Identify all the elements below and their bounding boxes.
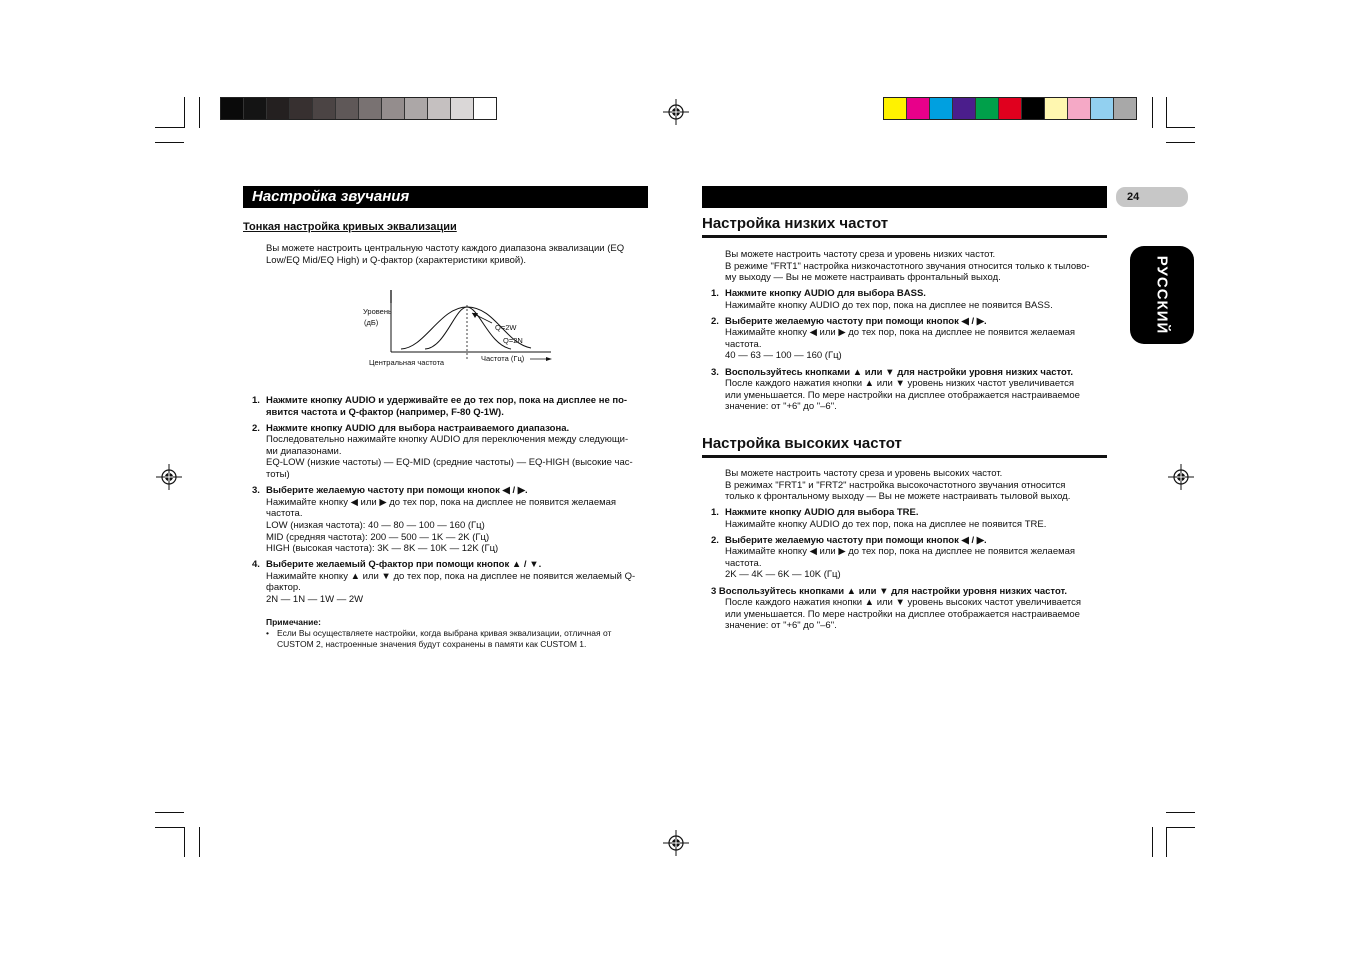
- registration-mark-bottom: [663, 830, 689, 856]
- intro-line: Low/EQ Mid/EQ High) и Q-фактор (характеристики кривой).: [266, 254, 527, 266]
- note-line: CUSTOM 2, настроенные значения будут сохранены в памяти как CUSTOM 1.: [277, 638, 587, 649]
- color-swatch: [336, 98, 359, 119]
- ylabel-level: Уровень: [363, 307, 392, 316]
- step-heading: Нажмите кнопку AUDIO для выбора BASS.: [725, 288, 926, 299]
- step-text: Нажимайте кнопку ◀ или ▶ до тех пор, пока на дисплее не появится желаемая: [725, 327, 1076, 339]
- color-swatch: [313, 98, 336, 119]
- cmyk-color-bar: [883, 97, 1137, 120]
- intro-line: Вы можете настроить частоту среза и уровень низких частот.: [725, 249, 996, 260]
- bass-intro: [725, 249, 1115, 284]
- grayscale-color-bar: [220, 97, 497, 120]
- color-swatch: [1068, 98, 1091, 119]
- step-text: или уменьшается. По мере настройки на дисплее отображается настраиваемое: [725, 608, 1080, 620]
- ylabel-db: (дБ): [364, 318, 379, 327]
- q-narrow-label: Q=2N: [503, 336, 523, 345]
- step-text: После каждого нажатия кнопки ▲ или ▼ уровень высоких частот увеличивается: [725, 597, 1082, 609]
- intro-line: Вы можете настроить центральную частоту каждого диапазона эквализации (EQ: [266, 243, 625, 254]
- step-text: HIGH (высокая частота): 3K — 8K — 10K — 12K (Гц): [266, 543, 499, 555]
- step-heading: явится частота и Q-фактор (например, F-80 Q-1W).: [266, 406, 504, 418]
- step-heading: Выберите желаемую частоту при помощи кнопок ◀ / ▶.: [725, 534, 987, 546]
- color-swatch: [382, 98, 405, 119]
- intro-line: В режимах "FRT1" и "FRT2" настройка высокочастотного звучания относится: [725, 479, 1066, 491]
- registration-mark-top: [663, 99, 689, 125]
- step-heading: Воспользуйтесь кнопками ▲ или ▼ для настройки уровня низких частот.: [725, 366, 1074, 378]
- instruction-step: [252, 485, 651, 555]
- instruction-step: [711, 507, 1115, 530]
- step-number: 1.: [711, 507, 719, 518]
- instruction-step: [252, 559, 651, 605]
- step-heading: Нажмите кнопку AUDIO и удерживайте ее до тех пор, пока на дисплее не по-: [266, 395, 628, 406]
- color-swatch: [244, 98, 267, 119]
- instruction-step: [252, 422, 651, 481]
- left-steps: [252, 395, 651, 610]
- step-text: частота.: [266, 508, 303, 520]
- step-text: MID (средняя частота): 200 — 500 — 1K — 2K (Гц): [266, 531, 490, 543]
- step-text: или уменьшается. По мере настройки на дисплее отображается настраиваемое: [725, 389, 1080, 401]
- subsection-title: Тонкая настройка кривых эквализации: [243, 221, 457, 233]
- intro-line: В режиме "FRT1" настройка низкочастотного звучания относится только к тылово-: [725, 260, 1090, 272]
- color-swatch: [1045, 98, 1068, 119]
- instruction-step: [711, 534, 1115, 581]
- step-text: EQ-LOW (низкие частоты) — EQ-MID (средние частоты) — EQ-HIGH (высокие час-: [266, 457, 633, 469]
- instruction-step: [711, 315, 1115, 362]
- step-heading: 3 Воспользуйтесь кнопками ▲ или ▼ для настройки уровня низких частот.: [711, 585, 1067, 597]
- bass-steps: [711, 288, 1115, 417]
- eq-intro: [266, 243, 651, 266]
- step-text: Последовательно нажимайте кнопку AUDIO для переключения между следующи-: [266, 434, 629, 446]
- step-number: 2.: [711, 315, 719, 327]
- registration-mark-right: [1168, 464, 1194, 490]
- step-text: тоты): [266, 469, 290, 481]
- intro-line: Вы можете настроить частоту среза и уровень высоких частот.: [725, 468, 1003, 479]
- color-swatch: [884, 98, 907, 119]
- instruction-step: [252, 395, 651, 418]
- color-swatch: [474, 98, 496, 119]
- color-swatch: [1022, 98, 1045, 119]
- color-swatch: [451, 98, 474, 119]
- intro-line: только к фронтальному выходу — Вы не можете настраивать тыловой выход.: [725, 491, 1071, 503]
- color-swatch: [999, 98, 1022, 119]
- step-number: 3.: [711, 366, 719, 378]
- step-text: 2K — 4K — 6K — 10K (Гц): [725, 569, 841, 581]
- instruction-step: [711, 366, 1115, 413]
- step-text: Нажимайте кнопку AUDIO до тех пор, пока на дисплее не появится TRE.: [725, 518, 1047, 530]
- q-wide-label: Q=2W: [495, 323, 517, 332]
- note-title: Примечание:: [266, 617, 321, 627]
- step-heading: Нажмите кнопку AUDIO для выбора настраиваемого диапазона.: [266, 422, 570, 434]
- step-text: LOW (низкая частота): 40 — 80 — 100 — 160 (Гц): [266, 519, 485, 531]
- step-text: ми диапазонами.: [266, 445, 342, 457]
- step-number: 2.: [252, 422, 260, 434]
- step-heading: Выберите желаемый Q-фактор при помощи кнопок ▲ / ▼.: [266, 559, 542, 571]
- treble-steps: [711, 507, 1115, 636]
- step-number: 1.: [252, 395, 260, 406]
- step-text: Нажимайте кнопку ◀ или ▶ до тех пор, пока на дисплее не появится желаемая: [725, 546, 1076, 558]
- step-heading: Выберите желаемую частоту при помощи кнопок ◀ / ▶.: [266, 485, 528, 497]
- step-heading: Нажмите кнопку AUDIO для выбора TRE.: [725, 507, 919, 518]
- treble-section-title: Настройка высоких частот: [702, 435, 1107, 458]
- note-line: Если Вы осуществляете настройки, когда выбрана кривая эквализации, отличная от: [277, 628, 612, 638]
- color-swatch: [907, 98, 930, 119]
- eq-curve-diagram: [355, 285, 560, 370]
- header-bar: [702, 186, 1107, 208]
- color-swatch: [953, 98, 976, 119]
- step-text: частота.: [725, 338, 762, 350]
- color-swatch: [1114, 98, 1136, 119]
- step-number: 3.: [252, 485, 260, 497]
- step-text: 2N — 1N — 1W — 2W: [266, 594, 364, 605]
- color-swatch: [221, 98, 244, 119]
- color-swatch: [428, 98, 451, 119]
- color-swatch: [359, 98, 382, 119]
- step-number: 2.: [711, 534, 719, 546]
- x-arrow-head: [546, 357, 552, 361]
- step-text: Нажимайте кнопку ▲ или ▼ до тех пор, пока на дисплее не появится желаемый Q-: [266, 570, 636, 582]
- language-tab: [1130, 246, 1194, 344]
- color-swatch: [405, 98, 428, 119]
- treble-intro: [725, 468, 1115, 503]
- bass-section-title: Настройка низких частот: [702, 215, 1107, 238]
- language-tab-label: РУССКИЙ: [1153, 255, 1171, 335]
- note-text: [277, 628, 652, 649]
- color-swatch: [290, 98, 313, 119]
- step-text: значение: от "+6" до "–6".: [725, 401, 837, 413]
- color-swatch: [267, 98, 290, 119]
- note-bullet: •: [266, 628, 269, 638]
- page-title: Настройка звучания: [243, 186, 648, 208]
- color-swatch: [976, 98, 999, 119]
- step-number: 1.: [711, 288, 719, 299]
- center-frequency-label: Центральная частота: [369, 358, 445, 367]
- instruction-step: [711, 586, 1115, 632]
- step-text: фактор.: [266, 582, 301, 594]
- step-text: Нажимайте кнопку AUDIO до тех пор, пока на дисплее не появится BASS.: [725, 299, 1053, 311]
- color-swatch: [1091, 98, 1114, 119]
- step-text: значение: от "+6" до "–6".: [725, 620, 837, 632]
- registration-mark-left: [156, 464, 182, 490]
- instruction-step: [711, 288, 1115, 311]
- step-text: Нажимайте кнопку ◀ или ▶ до тех пор, пока на дисплее не появится желаемая: [266, 496, 617, 508]
- step-text: частота.: [725, 557, 762, 569]
- step-heading: Выберите желаемую частоту при помощи кнопок ◀ / ▶.: [725, 315, 987, 327]
- page-number-badge: 24: [1116, 187, 1188, 207]
- x-axis-label: Частота (Гц): [481, 354, 525, 363]
- intro-line: му выходу — Вы не можете настраивать фронтальный выход.: [725, 272, 1001, 284]
- step-text: После каждого нажатия кнопки ▲ или ▼ уровень низких частот увеличивается: [725, 378, 1074, 390]
- color-swatch: [930, 98, 953, 119]
- step-number: 4.: [252, 559, 260, 571]
- step-text: 40 — 63 — 100 — 160 (Гц): [725, 350, 842, 362]
